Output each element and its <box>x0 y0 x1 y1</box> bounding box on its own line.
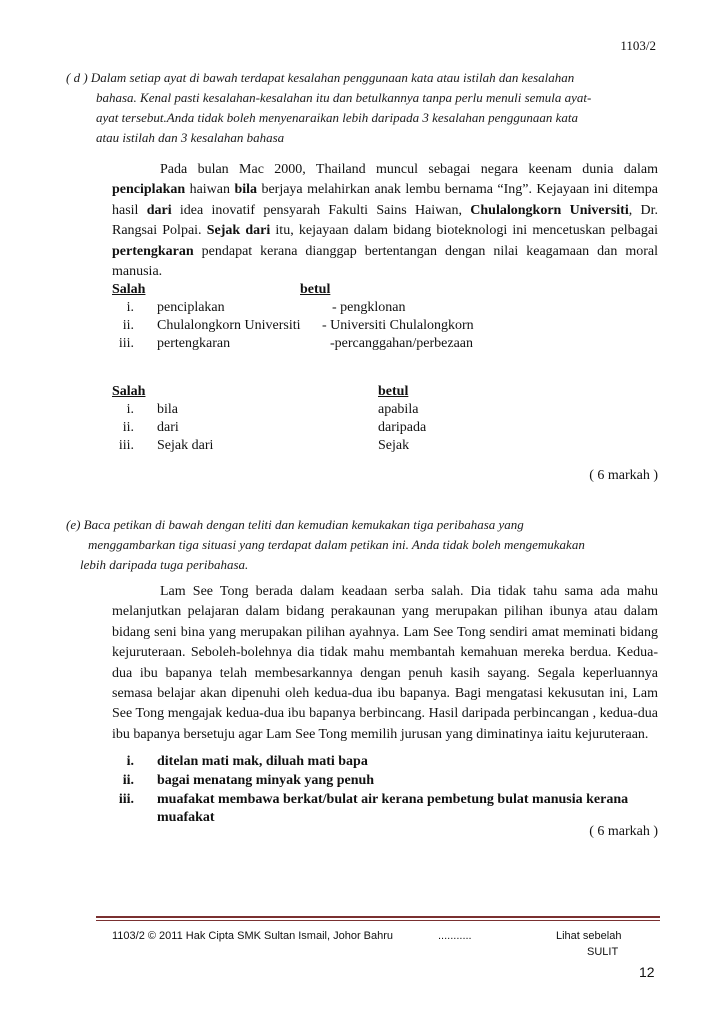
error-word: pertengkaran <box>112 243 194 259</box>
passage-text: idea inovatif pensyarah Fakulti Sains Haiwan, <box>171 202 471 218</box>
paper-code: 1103/2 <box>620 38 656 53</box>
error-word: Sejak dari <box>206 223 271 239</box>
passage-text: berjaya melahirkan anak lembu bernama “Ing”. Kejayaan ini ditempa hasil <box>112 182 658 218</box>
section-d-instruction <box>66 68 666 148</box>
passage-text: pendapat kerana dianggap bertentangan dengan nilai keagamaan dan moral manusia. <box>112 243 658 280</box>
footer-copyright: 1103/2 © 2011 Hak Cipta SMK Sultan Ismail, Johor Bahru <box>112 930 394 942</box>
passage-text: itu, kejayaan dalam bidang bioteknologi ini mencetuskan pelbagai <box>270 223 659 239</box>
row-number: ii. <box>122 420 134 435</box>
right-value: -percanggahan/perbezaan <box>330 336 474 351</box>
header-wrong: Salah <box>112 384 146 399</box>
footer-dots: ........... <box>438 930 472 942</box>
right-value: daripada <box>378 420 427 435</box>
footer-classification: SULIT <box>587 946 619 958</box>
right-value: apabila <box>378 402 419 417</box>
header-wrong: Salah <box>112 282 146 297</box>
wrong-value: bila <box>157 402 178 417</box>
instruction-line: lebih daripada tuga peribahasa. <box>80 557 249 572</box>
footer-next-page: Lihat sebelah <box>556 930 622 942</box>
section-e-instruction <box>66 515 676 575</box>
wrong-value: dari <box>157 420 179 435</box>
answer-number: iii. <box>118 792 134 807</box>
row-number: iii. <box>118 336 134 351</box>
answer-number: ii. <box>122 773 134 788</box>
section-e-passage: Lam See Tong berada dalam keadaan serba salah. Dia tidak tahu sama ada mahu melanjutkan pelajaran dalam bidang perakaunan yang merupakan pilihan ibunya atau dalam bidang seni bina yang merupakan pilihan ayahnya. Lam See Tong sendiri amat meminati bidang kejuruteraan. Seboleh-bolehnya dia tidak mahu membantah kemahuan mereka berdua. Kedua-dua ibu bapanya telah membesarkannya dengan penuh kasih sayang. Segala keperluannya semasa belajar akan dipenuhi oleh kedua-dua ibu bapanya. Bagi mengatasi kekusutan ini, Lam See Tong mengajak kedua-dua ibu bapanya berbincang. Hasil daripada perbincangan , kedua-dua ibu bapanya bersetuju agar Lam See Tong memilih jurusan yang diminatinya iaitu kejuruteraan. <box>112 584 658 742</box>
right-value: - pengklonan <box>332 300 406 315</box>
footer-rule <box>96 916 660 918</box>
right-value: Sejak <box>378 438 410 453</box>
header-right: betul <box>378 384 409 399</box>
instruction-line: menggambarkan tiga situasi yang terdapat dalam petikan ini. Anda tidak boleh mengemukakan <box>88 537 585 552</box>
instruction-line: ayat tersebut.Anda tidak boleh menyenaraikan lebih daripada 3 kesalahan penggunaan kata <box>96 110 578 125</box>
row-number: ii. <box>122 318 134 333</box>
error-word: penciplakan <box>112 182 186 198</box>
row-number: iii. <box>118 438 134 453</box>
marks-label: ( 6 markah ) <box>589 468 658 483</box>
row-number: i. <box>126 300 134 315</box>
passage-text: Pada bulan Mac 2000, Thailand muncul sebagai negara keenam dunia dalam <box>160 162 658 177</box>
error-word: Chulalongkorn Universiti <box>470 202 629 218</box>
answer-text: ditelan mati mak, diluah mati bapa <box>157 754 368 769</box>
passage-text: , Dr. Rangsai Polpai. <box>112 202 659 239</box>
answer-text-continued: muafakat <box>157 810 215 825</box>
answer-text: bagai menatang minyak yang penuh <box>157 773 375 788</box>
row-number: i. <box>126 402 134 417</box>
footer-rule <box>96 920 660 921</box>
header-right: betul <box>300 282 331 297</box>
section-d-passage <box>112 160 658 282</box>
instruction-line: atau istilah dan 3 kesalahan bahasa <box>96 130 285 145</box>
instruction-line: (e) Baca petikan di bawah dengan teliti dan kemudian kemukakan tiga peribahasa yang <box>66 517 524 532</box>
wrong-value: pertengkaran <box>157 336 231 351</box>
wrong-value: penciplakan <box>157 300 225 315</box>
page-number: 12 <box>639 964 655 980</box>
error-word: dari <box>146 202 172 218</box>
wrong-value: Chulalongkorn Universiti <box>157 318 301 333</box>
wrong-value: Sejak dari <box>157 438 214 453</box>
passage-text: haiwan <box>185 182 235 198</box>
right-value: - Universiti Chulalongkorn <box>322 318 474 333</box>
instruction-line: bahasa. Kenal pasti kesalahan-kesalahan itu dan betulkannya tanpa perlu menuli semula ayat- <box>96 90 592 105</box>
error-word: bila <box>234 182 258 198</box>
marks-label: ( 6 markah ) <box>589 824 658 839</box>
instruction-line: ( d ) Dalam setiap ayat di bawah terdapat kesalahan penggunaan kata atau istilah dan kesalahan <box>66 70 575 85</box>
answer-number: i. <box>126 754 134 769</box>
answer-text: muafakat membawa berkat/bulat air kerana pembetung bulat manusia kerana <box>157 792 629 807</box>
